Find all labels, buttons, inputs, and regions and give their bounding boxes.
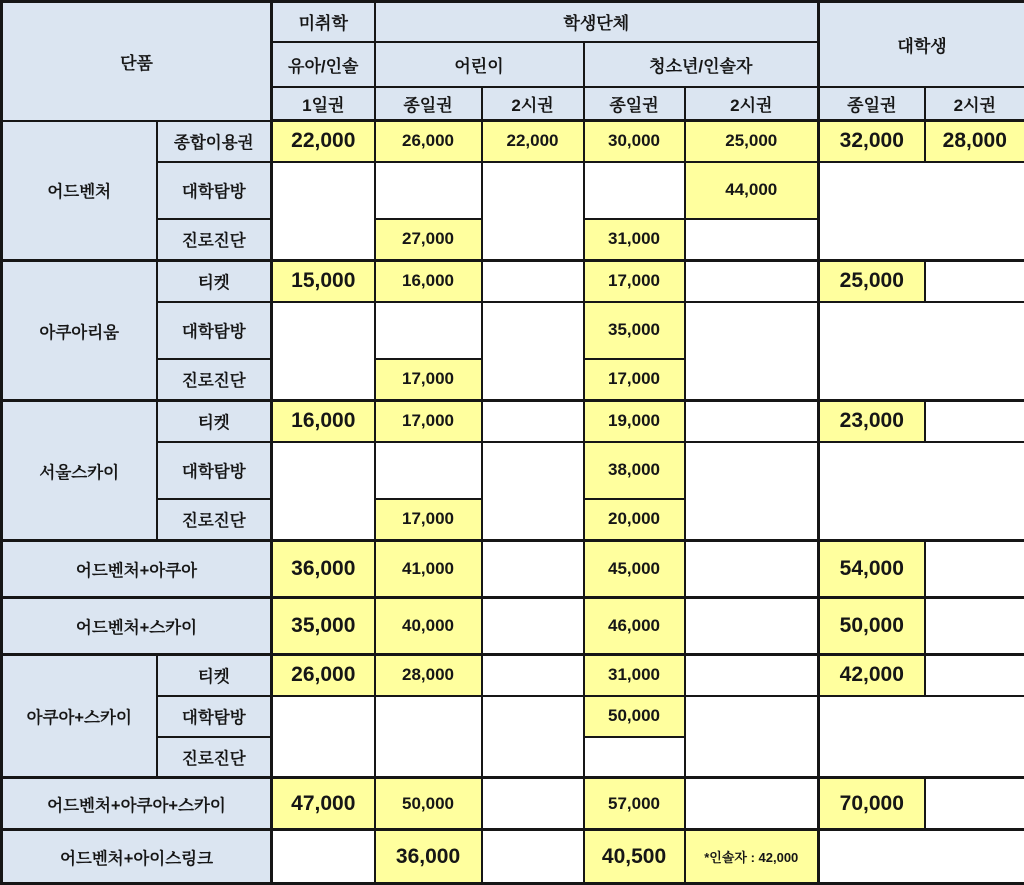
price-sky-tour-youth-allday: 38,000	[584, 442, 685, 499]
row-label-career-diagnosis: 진로진단	[157, 737, 272, 778]
empty-cell	[584, 162, 685, 219]
empty-cell	[925, 598, 1024, 655]
price-adv-allpass-child-2hour: 22,000	[482, 121, 584, 162]
price-sky-ticket-1day: 16,000	[272, 401, 375, 442]
price-sky-ticket-child-allday: 17,000	[375, 401, 482, 442]
price-adv-allpass-college-2hour: 28,000	[925, 121, 1024, 162]
group-label-aqua-sky: 아쿠아+스카이	[2, 655, 157, 778]
group-label-aquarium: 아쿠아리움	[2, 261, 157, 401]
empty-cell	[482, 162, 584, 261]
empty-cell	[819, 162, 1024, 261]
empty-cell	[375, 302, 482, 359]
empty-cell	[685, 541, 819, 598]
empty-cell	[685, 219, 819, 261]
price-ice-child-allday: 36,000	[375, 830, 482, 884]
row-label-college-tour: 대학탐방	[157, 442, 272, 499]
price-advaqua-1day: 36,000	[272, 541, 375, 598]
empty-cell	[819, 302, 1024, 401]
price-adv-allpass-youth-allday: 30,000	[584, 121, 685, 162]
row-label-college-tour: 대학탐방	[157, 162, 272, 219]
empty-cell	[819, 442, 1024, 541]
price-aqua-tour-youth-allday: 35,000	[584, 302, 685, 359]
price-advaqua-college-allday: 54,000	[819, 541, 925, 598]
empty-cell	[482, 302, 584, 401]
empty-cell	[925, 541, 1024, 598]
empty-cell	[685, 401, 819, 442]
empty-cell	[375, 442, 482, 499]
header-college-2hour: 2시권	[925, 87, 1024, 121]
empty-cell	[685, 655, 819, 696]
header-child-2hour: 2시권	[482, 87, 584, 121]
empty-cell	[685, 598, 819, 655]
row-label-all-pass: 종합이용권	[157, 121, 272, 162]
group-label-adv-sky: 어드벤처+스카이	[2, 598, 272, 655]
price-advaqua-child-allday: 41,000	[375, 541, 482, 598]
price-sky-career-child-allday: 17,000	[375, 499, 482, 541]
price-aqua-ticket-college-allday: 25,000	[819, 261, 925, 302]
header-college-allday: 종일권	[819, 87, 925, 121]
group-label-adv-icerink: 어드벤처+아이스링크	[2, 830, 272, 884]
empty-cell	[272, 696, 375, 778]
empty-cell	[584, 737, 685, 778]
empty-cell	[272, 830, 375, 884]
row-label-ticket: 티켓	[157, 401, 272, 442]
empty-cell	[482, 598, 584, 655]
price-sky-ticket-youth-allday: 19,000	[584, 401, 685, 442]
empty-cell	[482, 261, 584, 302]
header-student-group: 학생단체	[375, 2, 819, 42]
price-aqua-ticket-child-allday: 16,000	[375, 261, 482, 302]
row-label-ticket: 티켓	[157, 261, 272, 302]
price-advsky-child-allday: 40,000	[375, 598, 482, 655]
price-aquasky-ticket-youth-allday: 31,000	[584, 655, 685, 696]
note-escort-price: *인솔자 : 42,000	[685, 830, 819, 884]
row-label-ticket: 티켓	[157, 655, 272, 696]
price-aqua-career-child-allday: 17,000	[375, 359, 482, 401]
price-all3-child-allday: 50,000	[375, 778, 482, 830]
group-label-adv-aqua: 어드벤처+아쿠아	[2, 541, 272, 598]
header-child: 어린이	[375, 42, 584, 87]
empty-cell	[482, 401, 584, 442]
empty-cell	[819, 830, 1024, 884]
price-all3-1day: 47,000	[272, 778, 375, 830]
row-label-college-tour: 대학탐방	[157, 696, 272, 737]
header-preschool: 미취학	[272, 2, 375, 42]
row-label-career-diagnosis: 진로진단	[157, 219, 272, 261]
empty-cell	[925, 778, 1024, 830]
header-child-allday: 종일권	[375, 87, 482, 121]
empty-cell	[375, 162, 482, 219]
price-sky-ticket-college-allday: 23,000	[819, 401, 925, 442]
price-adv-allpass-1day: 22,000	[272, 121, 375, 162]
price-advsky-1day: 35,000	[272, 598, 375, 655]
empty-cell	[685, 442, 819, 541]
price-all3-youth-allday: 57,000	[584, 778, 685, 830]
price-aqua-ticket-1day: 15,000	[272, 261, 375, 302]
price-advsky-youth-allday: 46,000	[584, 598, 685, 655]
group-label-adv-aqua-sky: 어드벤처+아쿠아+스카이	[2, 778, 272, 830]
empty-cell	[685, 696, 819, 778]
header-1day-ticket: 1일권	[272, 87, 375, 121]
empty-cell	[482, 778, 584, 830]
empty-cell	[272, 162, 375, 261]
empty-cell	[925, 261, 1024, 302]
row-label-college-tour: 대학탐방	[157, 302, 272, 359]
header-infant-escort: 유아/인솔	[272, 42, 375, 87]
empty-cell	[272, 302, 375, 401]
price-adv-career-child-allday: 27,000	[375, 219, 482, 261]
empty-cell	[482, 541, 584, 598]
group-label-seoulsky: 서울스카이	[2, 401, 157, 541]
empty-cell	[482, 830, 584, 884]
price-adv-career-youth-allday: 31,000	[584, 219, 685, 261]
empty-cell	[819, 696, 1024, 778]
price-aquasky-ticket-1day: 26,000	[272, 655, 375, 696]
empty-cell	[272, 442, 375, 541]
row-label-career-diagnosis: 진로진단	[157, 359, 272, 401]
group-label-adventure: 어드벤처	[2, 121, 157, 261]
price-sky-career-youth-allday: 20,000	[584, 499, 685, 541]
price-adv-allpass-youth-2hour: 25,000	[685, 121, 819, 162]
empty-cell	[482, 655, 584, 696]
empty-cell	[685, 778, 819, 830]
empty-cell	[375, 696, 482, 778]
empty-cell	[925, 401, 1024, 442]
empty-cell	[482, 696, 584, 778]
price-advaqua-youth-allday: 45,000	[584, 541, 685, 598]
header-youth-escort: 청소년/인솔자	[584, 42, 819, 87]
price-adv-allpass-child-allday: 26,000	[375, 121, 482, 162]
price-advsky-college-allday: 50,000	[819, 598, 925, 655]
price-all3-college-allday: 70,000	[819, 778, 925, 830]
row-label-career-diagnosis: 진로진단	[157, 499, 272, 541]
empty-cell	[685, 261, 819, 302]
empty-cell	[685, 302, 819, 401]
price-aqua-ticket-youth-allday: 17,000	[584, 261, 685, 302]
price-aquasky-tour-youth-allday: 50,000	[584, 696, 685, 737]
empty-cell	[925, 655, 1024, 696]
price-adv-allpass-college-allday: 32,000	[819, 121, 925, 162]
price-ice-youth-allday: 40,500	[584, 830, 685, 884]
price-aquasky-ticket-child-allday: 28,000	[375, 655, 482, 696]
price-adv-tour-youth-2hour: 44,000	[685, 162, 819, 219]
header-college: 대학생	[819, 2, 1024, 87]
price-aqua-career-youth-allday: 17,000	[584, 359, 685, 401]
price-aquasky-ticket-college-allday: 42,000	[819, 655, 925, 696]
empty-cell	[482, 442, 584, 541]
header-youth-allday: 종일권	[584, 87, 685, 121]
header-product: 단품	[2, 2, 272, 121]
header-youth-2hour: 2시권	[685, 87, 819, 121]
